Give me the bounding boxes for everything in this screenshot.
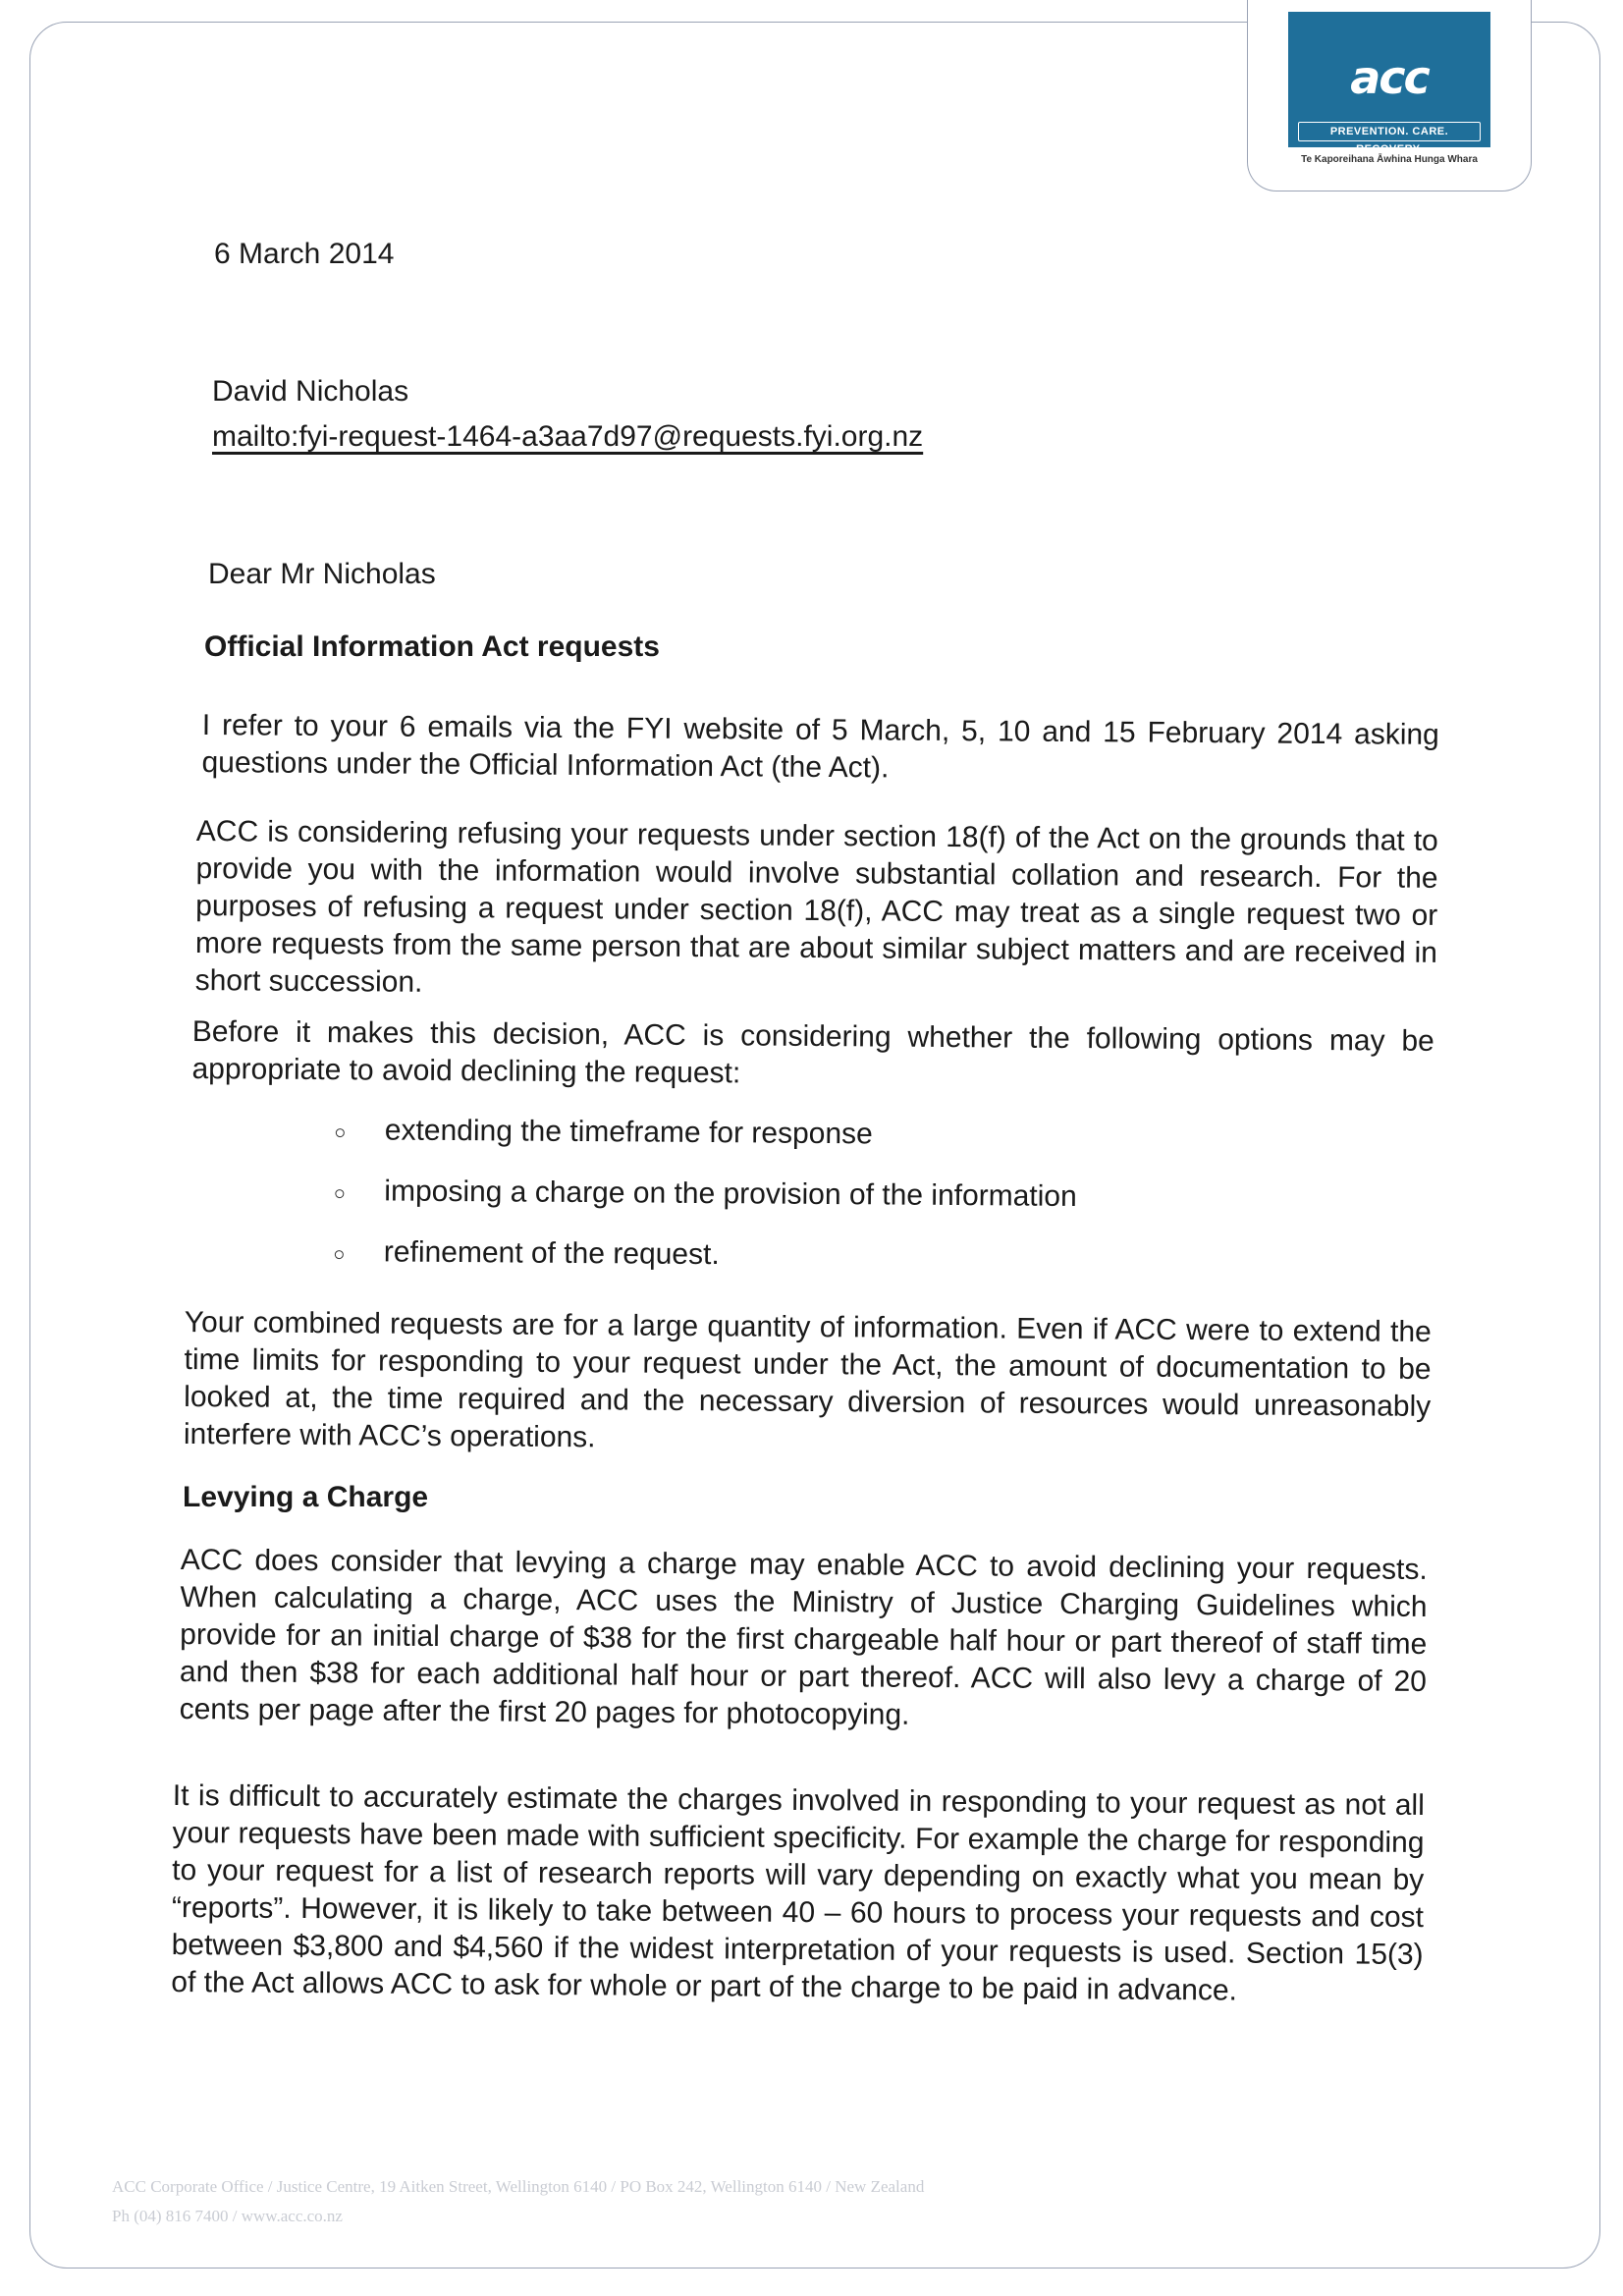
paragraph-intro: I refer to your 6 emails via the FYI website of 5 March, 5, 10 and 15 February 2014 asking questions under the Official Information Act (the Act). [201,708,1439,785]
logo-tagline: PREVENTION. CARE. RECOVERY. [1298,122,1481,141]
salutation: Dear Mr Nicholas [208,558,436,590]
option-text: refinement of the request. [383,1235,720,1272]
option-item [329,1173,1311,1241]
acc-logo-mark: acc [1350,51,1429,104]
paragraph-charge-estimate: It is difficult to accurately estimate the charges involved in responding to your request as not all your requests have been made with sufficient specificity. For example the charge for responding to your request for a list of research reports will vary depending on exactly what you mean by “reports”. However, it is likely to take between 40 – 60 hours to process your requests and cost between $3,800 and $4,560 if the widest interpretation of your requests is used. Section 15(3) of the Act allows ACC to ask for whole or part of the charge to be paid in advance. [171,1778,1425,2007]
bullet-icon [335,1250,344,1259]
option-item [329,1233,1311,1302]
acc-logo [1288,12,1490,155]
recipient-email-link[interactable]: mailto:fyi-request-1464-a3aa7d97@requests.fyi.org.nz [212,420,924,453]
subject-heading: Official Information Act requests [204,630,660,663]
options-list [329,1112,1312,1302]
section-heading-levying: Levying a Charge [183,1481,429,1513]
maori-name: Te Kaporeihana Āwhina Hunga Whara [1301,154,1478,165]
letter-date: 6 March 2014 [214,238,395,270]
recipient-name: David Nicholas [212,375,409,408]
paragraph-refusal: ACC is considering refusing your requests under section 18(f) of the Act on the grounds that to provide you with the information would involve substantial collation and research. For the purposes of refusing a request under section 18(f), ACC may treat as a single request two or more requests from the same person that are about similar subject matters and are received in short succession. [194,814,1438,999]
paragraph-options-intro: Before it makes this decision, ACC is considering whether the following options may be appropriate to avoid declining the request: [191,1014,1434,1090]
page-footer [112,2172,924,2231]
paragraph-combined-requests: Your combined requests are for a large quantity of information. Even if ACC were to extend the time limits for responding to your request under the Act, the amount of documentation to be looked at, the time required and the necessary diversion of resources would unreasonably interfere with ACC’s operations. [183,1305,1432,1454]
paragraph-charge-guidelines: ACC does consider that levying a charge may enable ACC to avoid declining your requests. When calculating a charge, ACC uses the Ministry of Justice Charging Guidelines which provide for an initial charge of $38 for the first chargeable half hour or part thereof of staff time and then $38 for each additional half hour or part thereof. ACC will also levy a charge of 20 cents per page after the first 20 pages for photocopying. [179,1543,1428,1731]
bullet-icon [335,1189,344,1198]
footer-contact: Ph (04) 816 7400 / www.acc.co.nz [112,2207,343,2225]
bullet-icon [336,1128,345,1137]
footer-address: ACC Corporate Office / Justice Centre, 19 Aitken Street, Wellington 6140 / PO Box 242, Wellington 6140 / New Zealand [112,2177,925,2196]
option-text: imposing a charge on the provision of the information [384,1175,1077,1213]
option-text: extending the timeframe for response [384,1114,873,1151]
option-item [330,1112,1312,1180]
